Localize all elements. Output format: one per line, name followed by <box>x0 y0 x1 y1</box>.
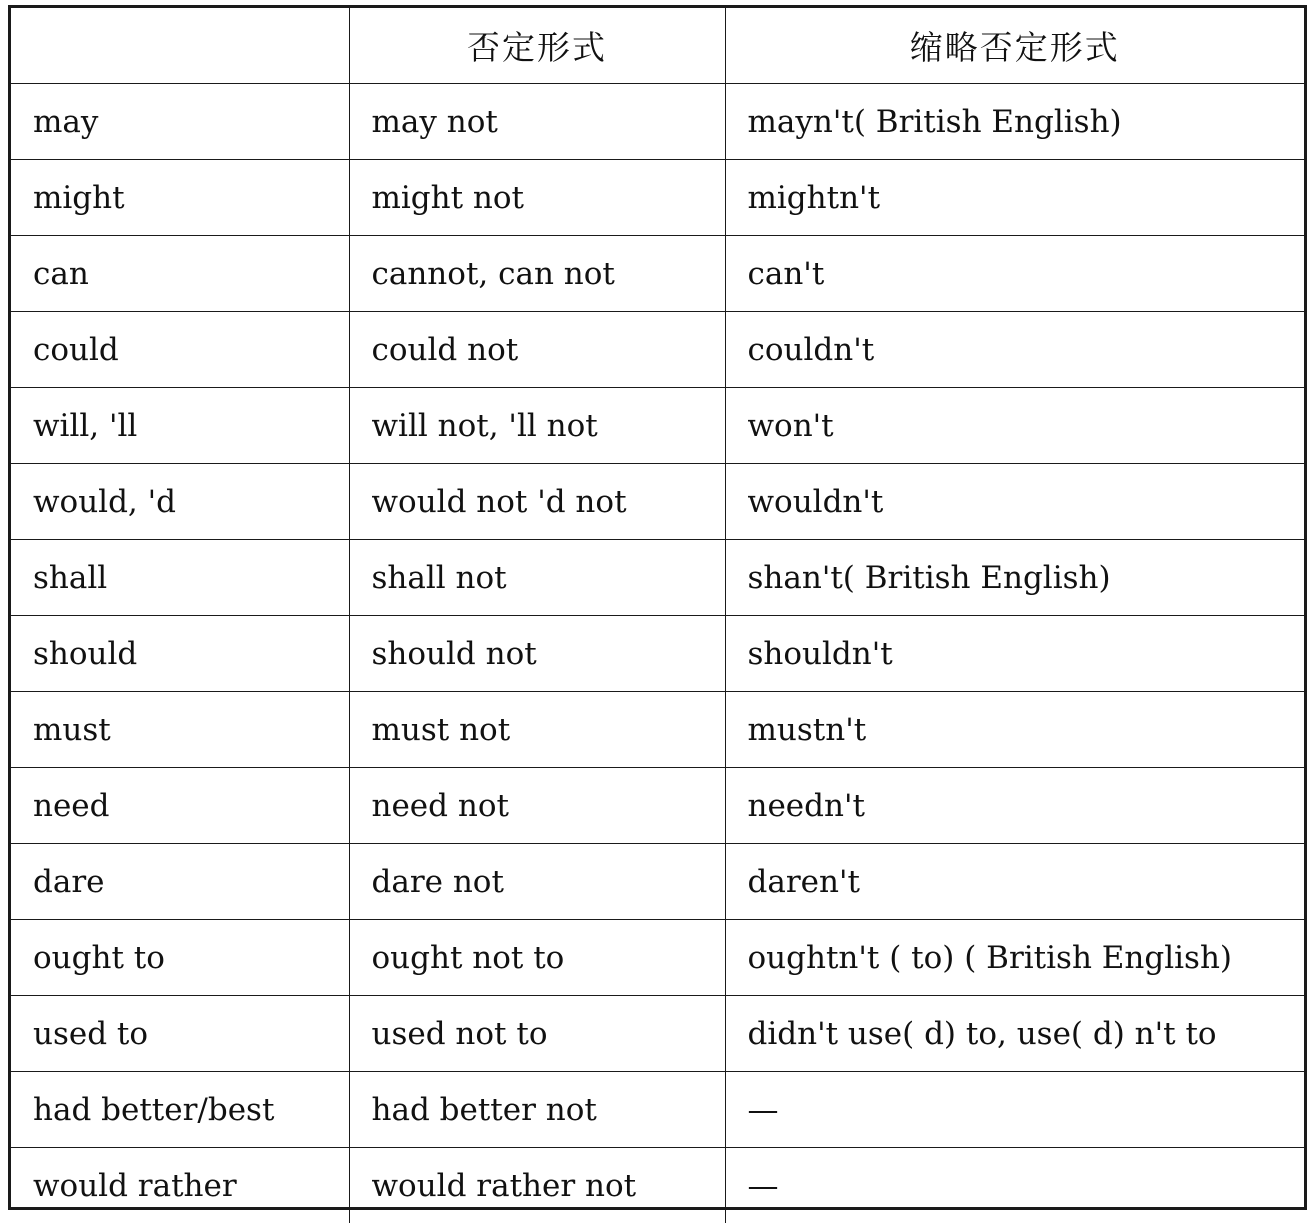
table-row <box>11 920 1304 996</box>
verb-cell: used to <box>11 996 349 1072</box>
negative-form-cell: need not <box>349 768 725 844</box>
table-row <box>11 312 1304 388</box>
table-row <box>11 540 1304 616</box>
table-row <box>11 844 1304 920</box>
modal-verbs-negation-table <box>11 8 1304 1223</box>
verb-cell: dare <box>11 844 349 920</box>
table-row <box>11 388 1304 464</box>
negative-form-cell: ought not to <box>349 920 725 996</box>
header-negative-form: 否定形式 <box>349 8 725 84</box>
contracted-form-cell: mustn't <box>725 692 1304 768</box>
negative-form-cell: should not <box>349 616 725 692</box>
verb-cell: might <box>11 160 349 236</box>
table-row <box>11 768 1304 844</box>
negative-form-cell: could not <box>349 312 725 388</box>
contracted-form-cell: needn't <box>725 768 1304 844</box>
contracted-form-cell: daren't <box>725 844 1304 920</box>
negative-form-cell: shall not <box>349 540 725 616</box>
contracted-form-cell: can't <box>725 236 1304 312</box>
negative-form-cell: cannot, can not <box>349 236 725 312</box>
verb-cell: had better/best <box>11 1072 349 1148</box>
contracted-form-cell: shouldn't <box>725 616 1304 692</box>
table-row <box>11 616 1304 692</box>
negative-form-cell: will not, 'll not <box>349 388 725 464</box>
table-row <box>11 160 1304 236</box>
table-row <box>11 692 1304 768</box>
verb-cell: should <box>11 616 349 692</box>
table-row <box>11 1072 1304 1148</box>
contracted-form-cell: mightn't <box>725 160 1304 236</box>
negative-form-cell: would rather not <box>349 1148 725 1223</box>
contracted-form-cell: wouldn't <box>725 464 1304 540</box>
contracted-form-cell: couldn't <box>725 312 1304 388</box>
verb-cell: would rather <box>11 1148 349 1223</box>
contracted-form-cell: mayn't( British English) <box>725 84 1304 160</box>
verb-cell: could <box>11 312 349 388</box>
header-contracted-negative-form: 缩略否定形式 <box>725 8 1304 84</box>
negative-form-cell: dare not <box>349 844 725 920</box>
table-row <box>11 84 1304 160</box>
negative-form-cell: must not <box>349 692 725 768</box>
contracted-form-cell: didn't use( d) to, use( d) n't to <box>725 996 1304 1072</box>
table-row <box>11 1148 1304 1223</box>
modal-verbs-table-container <box>8 5 1307 1210</box>
negative-form-cell: used not to <box>349 996 725 1072</box>
table-header-row <box>11 8 1304 84</box>
contracted-form-cell: — <box>725 1148 1304 1223</box>
verb-cell: can <box>11 236 349 312</box>
verb-cell: may <box>11 84 349 160</box>
contracted-form-cell: won't <box>725 388 1304 464</box>
contracted-form-cell: shan't( British English) <box>725 540 1304 616</box>
negative-form-cell: may not <box>349 84 725 160</box>
contracted-form-cell: oughtn't ( to) ( British English) <box>725 920 1304 996</box>
verb-cell: would, 'd <box>11 464 349 540</box>
verb-cell: must <box>11 692 349 768</box>
verb-cell: ought to <box>11 920 349 996</box>
table-row <box>11 236 1304 312</box>
verb-cell: need <box>11 768 349 844</box>
header-verb <box>11 8 349 84</box>
negative-form-cell: had better not <box>349 1072 725 1148</box>
negative-form-cell: might not <box>349 160 725 236</box>
table-row <box>11 464 1304 540</box>
contracted-form-cell: — <box>725 1072 1304 1148</box>
verb-cell: will, 'll <box>11 388 349 464</box>
negative-form-cell: would not 'd not <box>349 464 725 540</box>
verb-cell: shall <box>11 540 349 616</box>
table-row <box>11 996 1304 1072</box>
